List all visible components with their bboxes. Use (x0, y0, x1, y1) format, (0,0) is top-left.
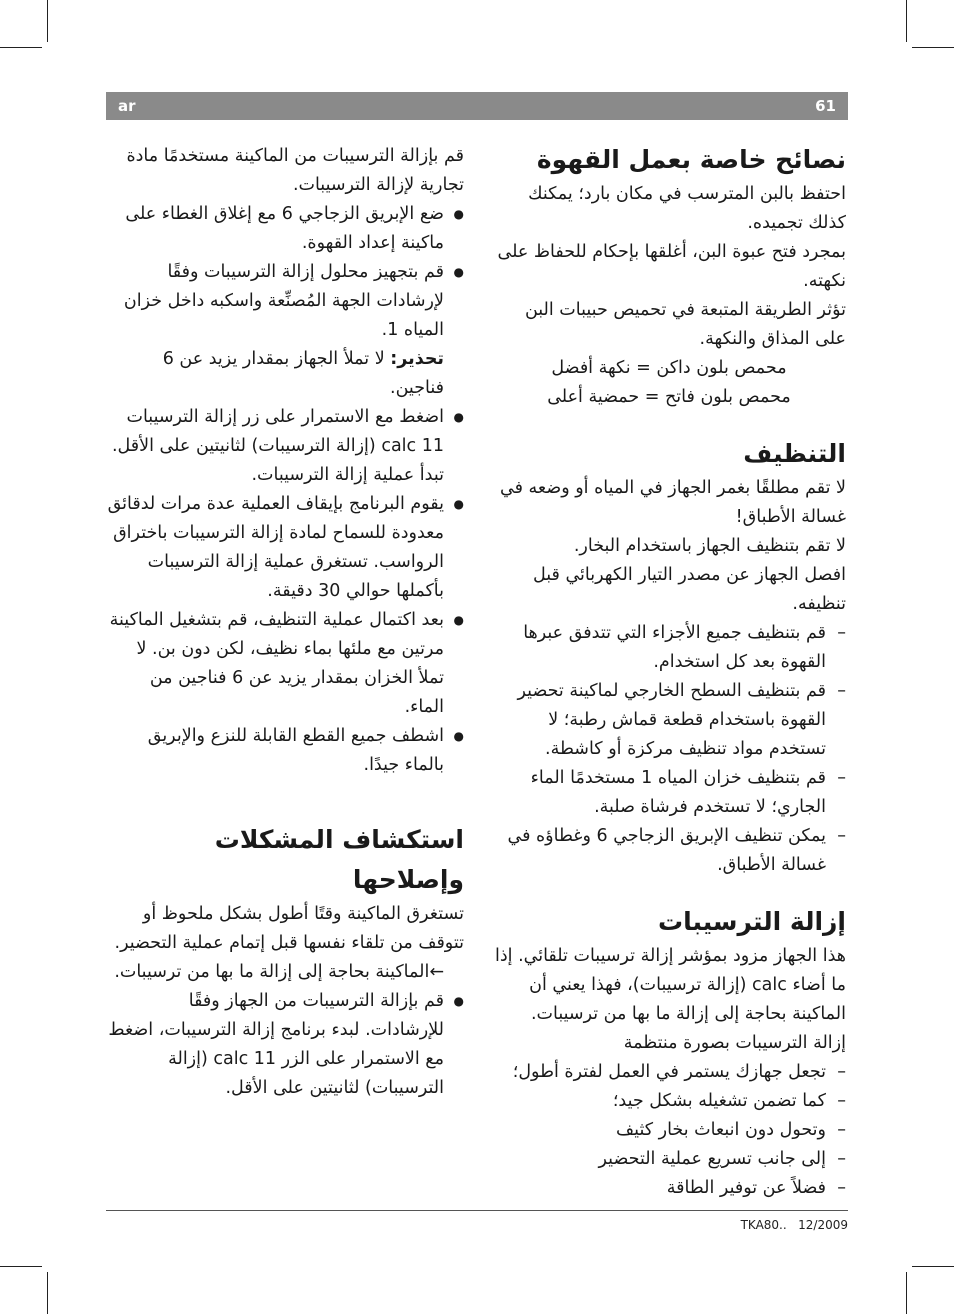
list-item: – قم بتنظيف خزان المياه 1 مستخدمًا الماء الجاري؛ لا تستخدم فرشاة صلبة. (492, 764, 846, 822)
cleaning-list (492, 619, 846, 880)
section-title-troubleshooting: استكشاف المشكلات وإصلاحها (214, 825, 464, 894)
tip-paragraph: بمجرد فتح عبوة البن، أغلقها بإحكام للحفاظ على نكهته. (497, 242, 846, 291)
crop-mark (0, 1266, 42, 1267)
list-item: – قم بتنظيف جميع الأجزاء التي تتدفق عبرها القهوة بعد كل استخدام. (492, 619, 846, 677)
troubleshooting-cause: ←الماكينة بحاجة إلى إزالة ما بها من ترسيبات. (114, 962, 444, 982)
warning-note (106, 345, 444, 403)
section-title-descaling: إزالة الترسيبات (657, 907, 846, 936)
list-item: – فضلاً عن توفير الطاقة (492, 1174, 846, 1203)
page-header-bar (106, 92, 848, 120)
section-title-tips: نصائح خاصة بعمل القهوة (536, 145, 846, 174)
page-number: 61 (815, 97, 836, 115)
list-item: ● اشطف جميع القطع القابلة للنزع والإبريق بالماء جيدًا. (106, 722, 464, 780)
crop-mark (47, 0, 48, 42)
footer-info (741, 1218, 848, 1232)
list-item: – كما تضمن تشغيله بشكل جيد؛ (492, 1087, 846, 1116)
descaling-paragraph: إزالة الترسيبات بصورة منتظمة (623, 1033, 846, 1053)
list-item: ● ضع الإبريق الزجاجي 6 مع إغلاق الغطاء على ماكينة إعداد القهوة. (106, 200, 464, 258)
footer-rule (106, 1210, 848, 1211)
list-item: ● اضغط مع الاستمرار على زر إزالة الترسيبات calc 11 (إزالة الترسيبات) لثانيتين على الأقل. تبدأ عملية إزالة الترسيبات. (106, 403, 464, 490)
crop-mark (47, 1272, 48, 1314)
descaling-paragraph: هذا الجهاز مزود بمؤشر إزالة ترسيبات تلقائي. إذا ما أضاء calc (إزالة ترسيبات)، فهذا يعني أن الماكينة بحاجة إلى إزالة ما بها من ترسيبات. (494, 946, 846, 1024)
list-item: ● بعد اكتمال عملية التنظيف، قم بتشغيل الماكينة مرتين مع ملئها بماء نظيف، لكن دون بن. لا تملأ الخزان بمقدار يزيد عن 6 فناجين من الماء. (106, 606, 464, 722)
warning-label: تحذير: (390, 349, 444, 369)
print-date: 12/2009 (798, 1218, 848, 1232)
crop-mark (0, 47, 42, 48)
crop-mark (912, 1266, 954, 1267)
crop-mark (906, 0, 907, 42)
cleaning-paragraph: افصل الجهاز عن مصدر التيار الكهربائي قبل تنظيفه. (532, 565, 846, 614)
crop-mark (912, 47, 954, 48)
tip-paragraph: تؤثر الطريقة المتبعة في تحميص حبيبات البن على المذاق والنكهة. (524, 300, 846, 349)
list-item: ● قم بإزالة الترسيبات من الجهاز وفقًا للإرشادات. لبدء برنامج إزالة الترسيبات، اضغط مع الاستمرار على الزر calc 11 (إزالة الترسيبات) لثانيتين على الأقل. (106, 987, 464, 1103)
language-code: ar (118, 97, 136, 115)
step-text: قم بتجهيز محلول إزالة الترسيبات وفقًا لإرشادات الجهة المُصنِّعة واسكبه داخل خزان المياه 1. (123, 262, 444, 340)
descaling-benefits-list (492, 1058, 846, 1203)
warning-text: لا تملأ الجهاز بمقدار يزيد عن 6 فناجين. (162, 349, 444, 398)
descaling-intro: قم بإزالة الترسيبات من الماكينة مستخدمًا مادة تجارية لإزالة الترسيبات. (126, 146, 464, 195)
model-number: TKA80.. (740, 1218, 787, 1232)
crop-mark (906, 1272, 907, 1314)
roast-light-note: محمص بلون فاتح = حمضية أعلى (547, 387, 791, 407)
list-item: – وتحول دون انبعاث بخار كثيف (492, 1116, 846, 1145)
troubleshooting-steps-list (106, 987, 464, 1103)
section-title-cleaning: التنظيف (743, 439, 846, 468)
cleaning-paragraph: لا تقم مطلقًا بغمر الجهاز في المياه أو وضعه في غسالة الأطباق! (500, 478, 846, 527)
right-column (492, 140, 846, 1203)
left-column (106, 142, 464, 1103)
list-item: ● يقوم البرنامج بإيقاف العملية عدة مرات لدقائق معدودة للسماح لمادة إزالة الترسيبات باختراق الرواسب. تستغرق عملية إزالة الترسيبات بأكملها حوالي 30 دقيقة. (106, 490, 464, 606)
list-item: – يمكن تنظيف الإبريق الزجاجي 6 وغطاؤه في غسالة الأطباق. (492, 822, 846, 880)
cleaning-paragraph: لا تقم بتنظيف الجهاز باستخدام البخار. (573, 536, 846, 556)
list-item: – إلى جانب تسريع عملية التحضير (492, 1145, 846, 1174)
tip-paragraph: احتفظ بالبن المترسب في مكان بارد؛ يمكنك كذلك تجميده. (528, 184, 846, 233)
troubleshooting-paragraph: تستغرق الماكينة وقتًا أطول بشكل ملحوظ أو تتوقف من تلقاء نفسها قبل إتمام عملية التحضير. (114, 904, 464, 953)
list-item: – تجعل جهازك يستمر في العمل لفترة أطول؛ (492, 1058, 846, 1087)
descaling-steps-list (106, 200, 464, 780)
roast-dark-note: محمص بلون داكن = نكهة أفضل (551, 358, 787, 378)
list-item: – قم بتنظيف السطح الخارجي لماكينة تحضير القهوة باستخدام قطعة قماش رطبة؛ لا تستخدم مواد تنظيف مركزة أو كاشطة. (492, 677, 846, 764)
list-item (106, 258, 464, 403)
